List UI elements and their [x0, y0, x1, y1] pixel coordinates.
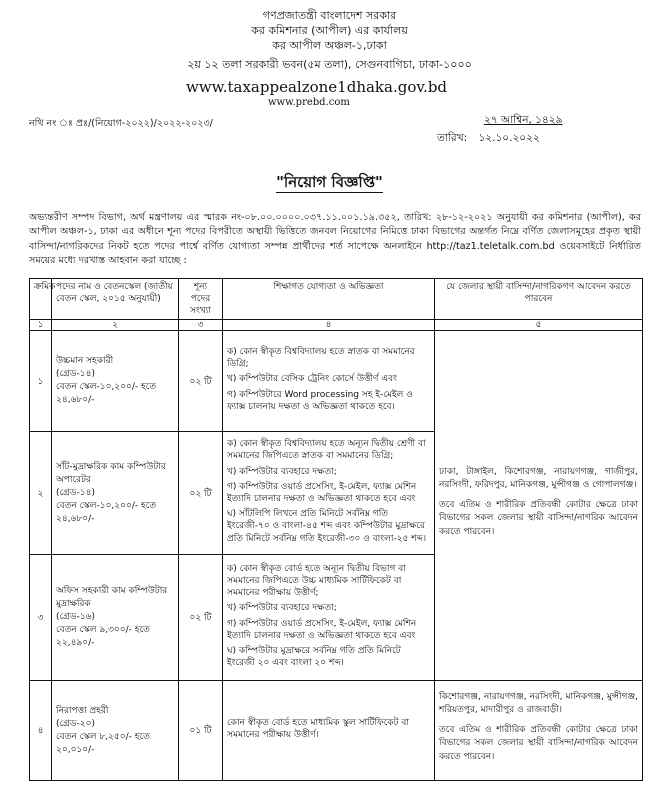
qualification-item: খ) কম্পিউটার ব্যবহারে দক্ষতা;	[227, 466, 337, 477]
row-vacancies: ০১ টি	[179, 681, 223, 781]
qualification-item: ক) কোন স্বীকৃত বিশ্ববিদ্যালয় হতে স্নাতক বা সমমানের ডিগ্রি;	[227, 346, 415, 370]
row-post	[52, 432, 179, 555]
col-number: ২	[52, 320, 179, 331]
post-grade: (গ্রেড-১৪)	[56, 369, 95, 379]
col-number: ৪	[223, 320, 435, 331]
table-number-row	[30, 320, 643, 331]
col-header-post: পদের নাম ও বেতনস্কেল (জাতীয় বেতন স্কেল, ২০১৫ অনুযায়ী)	[52, 279, 179, 320]
qualification-item: খ) কম্পিউটার ব্যবহারে দক্ষতা;	[227, 603, 337, 614]
col-header-serial: ক্রমিক	[30, 279, 52, 320]
page-title	[0, 171, 659, 196]
header-address: ২য় ১২ তলা সরকারী ভবন(৫ম তলা), সেগুনবাগিচা, ঢাকা-১০০০	[187, 58, 472, 71]
qualification-item: ঘ) কম্পিউটার মুদ্রাক্ষরে সর্বনিম্ন গতি প্রতি মিনিটে ইংরেজী ২০ এবং বাংলা ২০ শব্দ।	[227, 645, 401, 669]
row-districts-group2	[435, 681, 643, 781]
row-serial: ১	[30, 331, 52, 432]
col-number: ৩	[179, 320, 223, 331]
row-vacancies: ০২ টি	[179, 432, 223, 555]
post-grade: (গ্রেড-২০)	[56, 718, 95, 729]
row-vacancies: ০২ টি	[179, 331, 223, 432]
memo-number: নথি নং ঃ প্রঃ/(নিয়োগ-২০২২)/২০২২-২০২৩/	[29, 118, 213, 129]
post-pay: বেতন স্কেল ৯,৩০০/- হতে ২২,৪৯০/-	[56, 625, 150, 648]
header-zone: কর আপীল অঞ্চল-১,ঢাকা	[272, 39, 387, 52]
districts-list: ঢাকা, টাঙ্গাইল, কিশোরগঞ্জ, নারায়ণগঞ্জ, গাজীপুর, নরসিংদী, ফরিদপুর, মানিকগঞ্জ, মুন্সীগঞ্জ ও গোপালগঞ্জ।	[439, 466, 638, 491]
row-districts-group1	[435, 331, 643, 681]
post-grade: (গ্রেড-১৪)	[56, 487, 95, 498]
post-pay: বেতন স্কেল-১০,২০০/- হতে ২৪,৬৮০/-	[56, 500, 157, 524]
qualification-item: গ) কম্পিউটার ওয়ার্ড প্রসেসিং, ই-মেইল, ফ্যাক্স মেশিন ইত্যাদি চালনার দক্ষতা ও অভিজ্ঞতা থাকতে হবে এবং	[227, 481, 417, 504]
col-header-qualification: শিক্ষাগত যোগ্যতা ও অভিজ্ঞতা	[223, 279, 435, 320]
row-serial: ৩	[30, 555, 52, 681]
post-name: নিরাপত্তা প্রহরী	[56, 705, 109, 716]
memo-date-english: ১২.১০.২০২২	[478, 132, 540, 144]
row-serial: ৪	[30, 681, 52, 781]
row-qualifications	[223, 555, 435, 681]
header-website[interactable]: www.taxappealzone1dhaka.gov.bd	[186, 78, 448, 96]
qualification-item: খ) কম্পিউটার বেসিক ট্রেনিং কোর্সে উত্তীর্ণ এবং	[227, 374, 398, 385]
post-name: সাঁট-মুদ্রাক্ষরিক কাম কম্পিউটার অপারেটর	[56, 461, 166, 485]
row-qualifications	[223, 331, 435, 432]
quota-note: তবে এতিম ও শারীরিক প্রতিবন্ধী কোটার ক্ষেত্রে ঢাকা বিভাগের সকল জেলার স্থায়ী বাসিন্দা/নাগরিক আবেদন করতে পারবেন।	[439, 724, 638, 762]
row-qualifications	[223, 681, 435, 781]
qualification-item: ক) কোন স্বীকৃত বিশ্ববিদ্যালয় হতে অন্যূন দ্বিতীয় শ্রেণী বা সমমানের জিপিএতে স্নাতক বা সমমানের ডিগ্রি;	[227, 439, 426, 462]
page-title-text: "নিয়োগ বিজ্ঞপ্তি"	[276, 173, 383, 191]
col-header-districts: যে জেলার স্থায়ী বাসিন্দা/নাগরিকগণ আবেদন করতে পারবেন	[435, 279, 643, 320]
memo-date	[437, 131, 540, 148]
row-post	[52, 555, 179, 681]
row-serial: ২	[30, 432, 52, 555]
qualification-item: ক) কোন স্বীকৃত বোর্ড হতে অন্যূন দ্বিতীয় বিভাগ বা সমমানের জিপিএতে উচ্চ মাধ্যমিক সার্টিফিকেট বা সমমানের পরীক্ষায় উত্তীর্ণ;	[227, 563, 406, 599]
vacancy-table	[29, 278, 643, 781]
table-row	[30, 681, 643, 781]
quota-note: তবে এতিম ও শারীরিক প্রতিবন্ধী কোটার ক্ষেত্রে ঢাকা বিভাগের সকল জেলার স্থায়ী বাসিন্দা/নাগরিক আবেদন করতে পারবেন।	[439, 499, 638, 537]
post-grade: (গ্রেড-১৬)	[56, 612, 95, 622]
row-qualifications	[223, 432, 435, 555]
intro-paragraph: অভ্যন্তরীণ সম্পদ বিভাগ, অর্থ মন্ত্রণালয় এর স্মারক নং-০৮.০০.০০০০.০৩৭.১১.০০১.১৯.৩৫২, তারিখ: ২৮-১২-২০২১ অনুযায়ী কর কমিশনার (আপীল), কর আপীল অঞ্চল-১, ঢাকা এর অধীনে শূন্য পদের বিপরীতে অস্থায়ী ভিত্তিতে জনবল নিয়োগের নিমিত্তে ঢাকা বিভাগের অন্তর্গত নিম্নে বর্ণিত জেলাসমূহের প্রকৃত স্থায়ী বাসিন্দা/নাগরিকদের নিকট হতে পদের পার্শ্বে বর্ণিত যোগ্যতা সম্পন্ন প্রার্থীদের শর্ত সাপেক্ষে অনলাইনে http://taz1.teletalk.com.bd ওয়েবসাইটে নির্ধারিত সময়ের মধ্যে দরখাস্ত আহবান করা যাচ্ছে :	[29, 212, 641, 266]
col-number: ১	[30, 320, 52, 331]
row-vacancies: ০২ টি	[179, 555, 223, 681]
row-post	[52, 681, 179, 781]
post-name: উচ্চমান সহকারী	[56, 356, 114, 366]
header-watermark-site: www.prebd.com	[268, 97, 350, 108]
qualification-item: ঘ) সাঁটলিপি লিখনে প্রতি মিনিটে সর্বনিম্ন গতি ইংরেজী-৭০ ও বাংলা-৪৫ শব্দ এবং কম্পিউটার মুদ্রাক্ষরে প্রতি মিনিটে সর্বনিম্ন গতি ইংরেজী-৩০ ও বাংলা-২৫ শব্দ।	[227, 509, 427, 544]
qualification-item: কোন স্বীকৃত বোর্ড হতে মাধ্যমিক স্কুল সার্টিফিকেট বা সমমানের পরীক্ষায় উত্তীর্ণ।	[227, 717, 409, 740]
memo-date-bangla: ২৭ আশ্বিন, ১৪২৯	[484, 114, 563, 126]
post-pay: বেতন স্কেল ৮,২৫০/- হতে ২০,০১০/-	[56, 731, 150, 755]
post-pay: বেতন স্কেল-১০,২০০/- হতে ২৪,৬৮০/-	[56, 382, 157, 405]
table-header-row	[30, 279, 643, 320]
col-header-vacancies: শূন্য পদের সংখ্যা	[179, 279, 223, 320]
memo-date-label: তারিখ:	[437, 132, 468, 144]
districts-list: কিশোরগঞ্জ, নারায়ণগঞ্জ, নরসিংদী, মানিকগঞ্জ, মুন্সীগঞ্জ, শরিয়তপুর, মাদারীপুর ও রাজবাড়ী।	[439, 691, 638, 716]
header-govt: গণপ্রজাতন্ত্রী বাংলাদেশ সরকার	[262, 9, 397, 22]
qualification-item: গ) কম্পিউটারে Word processing সহ ই-মেইল ও ফ্যাক্স চালনায় দক্ষতা ও অভিজ্ঞতা থাকতে হবে।	[227, 389, 413, 412]
qualification-item: গ) কম্পিউটার ওয়ার্ড প্রসেসিং, ই-মেইল, ফ্যাক্স মেশিন ইত্যাদি চালনার দক্ষতা ও অভিজ্ঞতা থাকতে হবে এবং	[227, 618, 417, 641]
row-post	[52, 331, 179, 432]
header-office: কর কমিশনার (আপীল) এর কার্যালয়	[251, 24, 408, 37]
table-row	[30, 331, 643, 432]
col-number: ৫	[435, 320, 643, 331]
post-name: অফিস সহকারী কাম কম্পিউটার মুদ্রাক্ষরিক	[56, 586, 168, 609]
